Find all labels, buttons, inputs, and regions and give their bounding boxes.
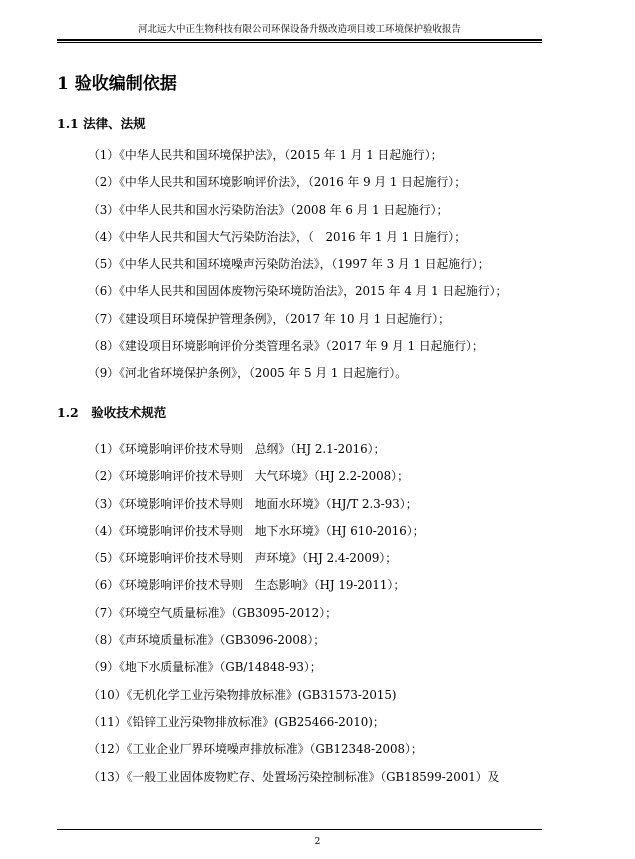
list-item: （11）《铅锌工业污染物排放标准》(GB25466-2010)； [88,714,385,729]
footer-rule [57,829,542,830]
list-item: （10）《无机化学工业污染物排放标准》(GB31573-2015) [88,687,397,702]
technical-specs-list [88,436,499,791]
list-item: （6）《环境影响评价技术导则 生态影响》（HJ 19-2011）； [88,578,406,593]
list-item: （5）《中华人民共和国环境噪声污染防治法》，（1997 年 3 月 1 日起施行）； [88,257,490,272]
list-item: （2）《中华人民共和国环境影响评价法》，（2016 年 9 月 1 日起施行）； [88,175,467,190]
chapter-title: 1 验收编制依据 [57,74,177,94]
header-rule-thick [57,39,542,41]
list-item: （9）《地下水质量标准》（GB/14848-93）； [88,660,322,675]
section-title-technical-specs: 1.2 验收技术规范 [57,405,167,420]
list-item: （8）《声环境质量标准》（GB3096-2008）； [88,633,326,648]
laws-list [88,142,507,388]
list-item: （12）《工业企业厂界环境噪声排放标准》（GB12348-2008）； [88,742,423,757]
list-item: （4）《中华人民共和国大气污染防治法》，（ 2016 年 1 月 1 日施行）； [88,229,467,244]
header-rule-thin [57,42,542,43]
list-item: （6）《中华人民共和国固体废物污染环境防治法》，2015 年 4 月 1 日起施行）； [88,284,508,299]
page-number: 2 [314,837,321,847]
list-item: （9）《河北省环境保护条例》，（2005 年 5 月 1 日起施行）。 [88,366,408,381]
list-item: （3）《环境影响评价技术导则 地面水环境》（HJ/T 2.3-93）； [88,496,418,511]
list-item: （3）《中华人民共和国水污染防治法》（2008 年 6 月 1 日起施行）； [88,202,449,217]
list-item: （5）《环境影响评价技术导则 声环境》（HJ 2.4-2009）； [88,551,398,566]
list-item: （7）《建设项目环境保护管理条例》，（2017 年 10 月 1 日起施行）； [88,311,450,326]
list-item: （4）《环境影响评价技术导则 地下水环境》（HJ 610-2016）； [88,523,425,538]
list-item: （7）《环境空气质量标准》（GB3095-2012）； [88,605,337,620]
list-item: （13）《一般工业固体废物贮存、处置场污染控制标准》（GB18599-2001）及 [88,769,500,784]
list-item: （1）《中华人民共和国环境保护法》，（2015 年 1 月 1 日起施行）； [88,148,443,162]
list-item: （2）《环境影响评价技术导则 大气环境》（HJ 2.2-2008）； [88,469,409,484]
list-item: （1）《环境影响评价技术导则 总纲》（HJ 2.1-2016）； [88,442,386,456]
section-title-laws: 1.1 法律、法规 [57,116,146,131]
running-header: 河北远大中正生物科技有限公司环保设备升级改造项目竣工环境保护验收报告 [137,24,461,35]
list-item: （8）《建设项目环境影响评价分类管理名录》（2017 年 9 月 1 日起施行）； [88,339,484,354]
